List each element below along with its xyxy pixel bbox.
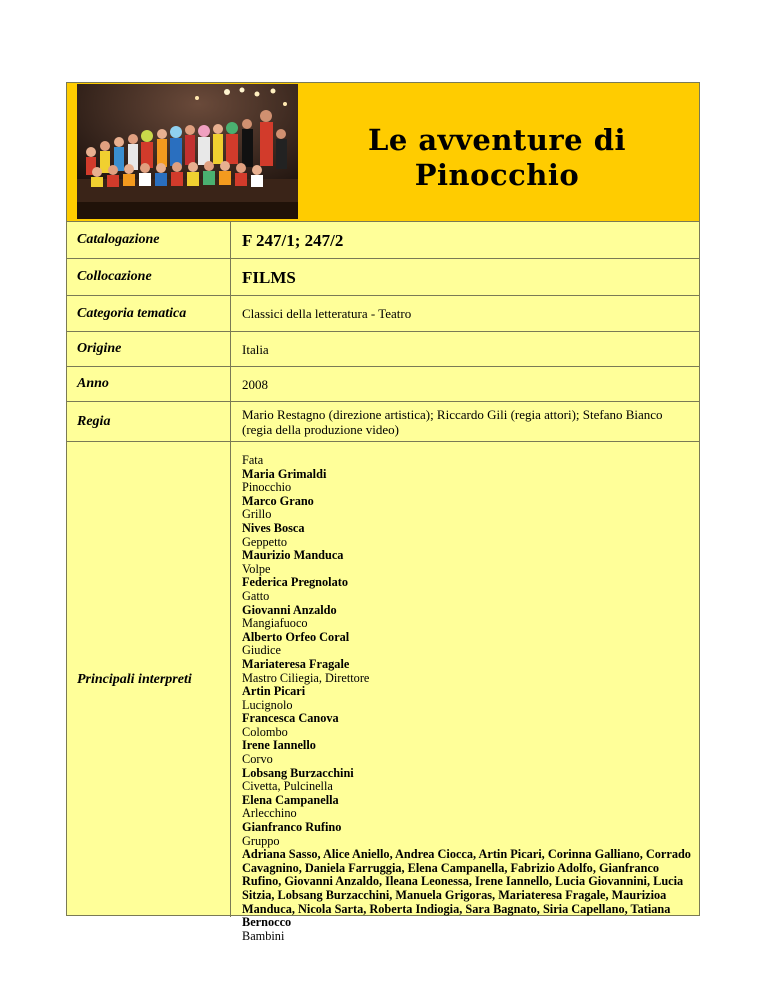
cast-actor: Maria Grimaldi (242, 466, 327, 481)
row-principali-interpreti (67, 442, 699, 943)
cast-role: Volpe (242, 561, 271, 576)
value-anno: 2008 (242, 376, 268, 392)
cast-group-photo (77, 84, 298, 219)
label-principali-interpreti: Principali interpreti (67, 442, 231, 917)
value-regia: Mario Restagno (direzione artistica); Riccardo Gili (regia attori); Stefano Bianco (regia della produzione video) (242, 406, 663, 437)
cast-role: Grillo (242, 507, 272, 522)
cast-actor: Mariateresa Fragale (242, 656, 350, 671)
cast-role: Arlecchino (242, 806, 297, 821)
value-collocazione: FILMS (242, 267, 296, 287)
header (67, 83, 699, 222)
label-categoria-tematica: Categoria tematica (67, 296, 231, 331)
row-anno (67, 367, 699, 402)
film-title-line-2: Pinocchio (414, 158, 580, 192)
cast-list (242, 454, 693, 943)
cast-role: Mastro Ciliegia, Direttore (242, 670, 370, 685)
row-origine (67, 332, 699, 367)
cast-role: Mangiafuoco (242, 616, 308, 631)
cast-actor: Lobsang Burzacchini (242, 765, 354, 780)
cast-actor: Irene Iannello (242, 738, 316, 753)
label-anno: Anno (67, 367, 231, 401)
row-catalogazione (67, 222, 699, 259)
cast-actor: Alberto Orfeo Coral (242, 629, 350, 644)
cast-actor: Francesca Canova (242, 711, 339, 726)
cast-role: Civetta, Pulcinella (242, 779, 333, 794)
label-origine: Origine (67, 332, 231, 366)
cast-actor: Federica Pregnolato (242, 575, 348, 590)
cast-role: Pinocchio (242, 480, 292, 495)
cast-actor: Adriana Sasso, Alice Aniello, Andrea Ciocca, Artin Picari, Corinna Galliano, Corrado Cavagnino, Daniela Farruggia, Elena Campanella, Fabrizio Adolfo, Gianfranco Rufino, Giovanni Anzaldo, Ileana Leonessa, Irene Iannello, Lucia Giovannini, Lucia Sitzia, Lobsang Burzacchini, Manuela Grigoras, Mariateresa Fragale, Maurizioa Manduca, Nicola Sarta, Roberta Indiogia, Sara Bagnato, Siria Capellano, Tatiana Bernocco (242, 847, 691, 930)
row-regia (67, 402, 699, 442)
film-record-card (66, 82, 700, 943)
cast-actor: Gianfranco Rufino (242, 820, 342, 835)
cast-role: Fata (242, 453, 264, 467)
row-categoria-tematica (67, 296, 699, 332)
cast-role: Geppetto (242, 534, 288, 549)
film-title (317, 123, 677, 193)
cast-actor: Elena Campanella (242, 792, 339, 807)
row-collocazione (67, 259, 699, 296)
label-collocazione: Collocazione (67, 259, 231, 295)
stage-photo-illustration (77, 84, 298, 219)
label-catalogazione: Catalogazione (67, 222, 231, 258)
cast-role: Corvo (242, 752, 273, 767)
film-title-line-1: Le avventure di (367, 123, 627, 157)
cast-actor: Maurizio Manduca (242, 548, 344, 563)
label-regia: Regia (67, 402, 231, 441)
cast-role: Colombo (242, 724, 288, 739)
value-categoria-tematica: Classici della letteratura - Teatro (242, 306, 412, 321)
cast-actor: Marco Grano (242, 493, 314, 508)
cast-role: Lucignolo (242, 697, 293, 712)
cast-actor: Giovanni Anzaldo (242, 602, 337, 617)
cast-role: Bambini (242, 928, 285, 943)
cast-actor: Nives Bosca (242, 520, 305, 535)
cast-role: Gatto (242, 588, 270, 603)
value-origine: Italia (242, 341, 269, 357)
cast-role: Gruppo (242, 833, 280, 848)
cast-actor: Artin Picari (242, 684, 306, 699)
value-catalogazione: F 247/1; 247/2 (242, 230, 344, 250)
cast-role: Giudice (242, 643, 281, 658)
